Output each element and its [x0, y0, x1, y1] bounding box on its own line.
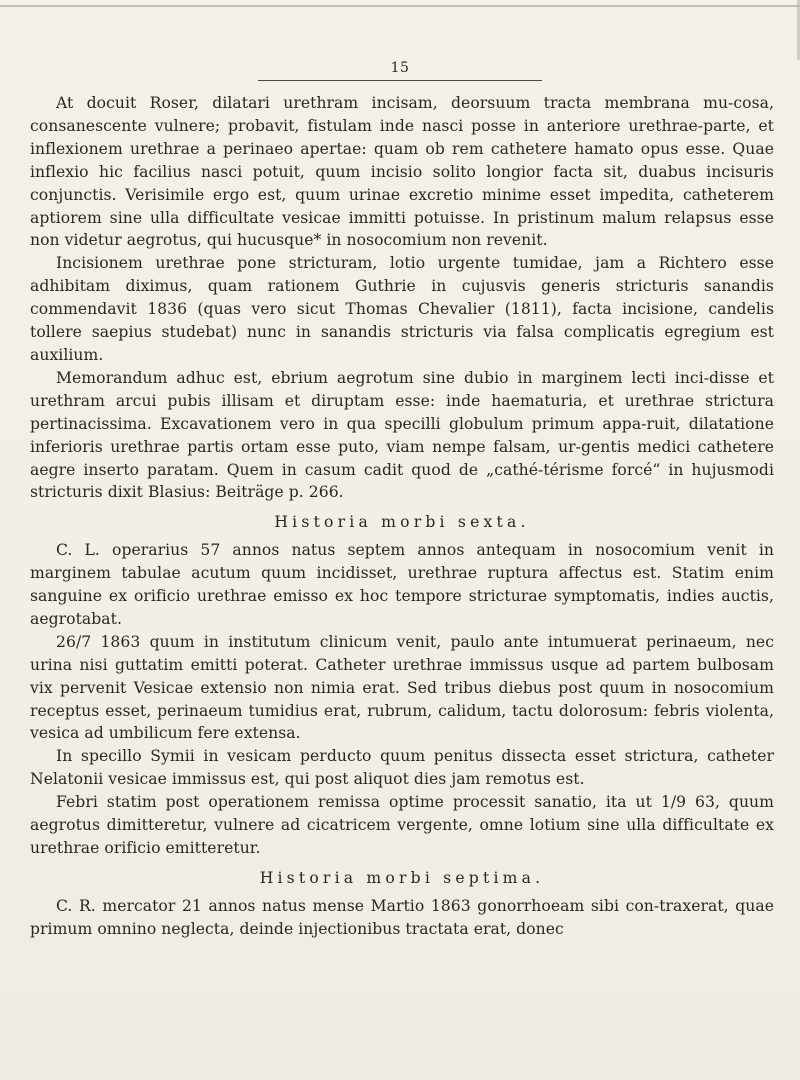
section-heading-sexta: Historia morbi sexta.: [274, 513, 530, 532]
paragraph: 26/7 1863 quum in institutum clinicum venit, paulo ante intumuerat perinaeum, nec urina nisi guttatim emitti poterat. Catheter urethrae immissus usque ad partem bulbosam vix pervenit Vesicae extensio non nimia erat. Sed tribus diebus post quum in nosocomium receptus esset, perinaeum tumidius erat, rubrum, calidum, tactu dolorosum: febris violenta, vesica ad umbilicum fere extensa.: [30, 632, 774, 743]
top-edge-rule: [0, 5, 800, 7]
paragraph: Memorandum adhuc est, ebrium aegrotum sine dubio in marginem lecti inci-disse et urethram arcui pubis illisam et diruptam esse: inde haematuria, et urethrae strictura pertinacissima. Excavationem vero in qua specilli globulum primum appa-ruit, dilatatione inferioris urethrae partis ortam esse puto, viam nempe falsam, ur-gentis medici cathetere aegre inserto paratam. Quem in casum cadit quod de „cathé-térisme forcé“ in hujusmodi stricturis dixit Blasius: Beiträge p. 266.: [30, 368, 774, 502]
paragraph: C. L. operarius 57 annos natus septem annos antequam in nosocomium venit in marginem tabulae acutum quum incidisset, urethrae ruptura affectus est. Statim enim sanguine ex orificio urethrae emisso ex hoc tempore stricturae symptomatis, indies auctis, aegrotabat.: [30, 541, 774, 628]
paragraph: Febri statim post operationem remissa optime processit sanatio, ita ut 1/9 63, quum aegrotus dimitteretur, vulnere ad cicatricem vergente, omne lotium sine ulla difficultate ex urethrae orificio emitteretur.: [30, 793, 774, 857]
section-heading-septima: Historia morbi septima.: [259, 868, 545, 887]
body-text: [30, 92, 774, 941]
paragraph: At docuit Roser, dilatari urethram incisam, deorsuum tracta membrana mu-cosa, consanescente vulnere; probavit, fistulam inde nasci posse in anteriore urethrae-parte, et inflexionem urethrae a perinaeo apertae: quam ob rem cathetere hamato opus esse. Quae inflexio hic facilius nasci potuit, quum incisio solito longior facta sit, duabus incisuris conjunctis. Verisimile ergo est, quum urinae excretio minime esset impedita, catheterem aptiorem sine ulla difficultate vesicae immitti potuisse. In pristinum malum relapsus esse non videtur aegrotus, qui hucusque* in nosocomium non revenit.: [30, 94, 774, 250]
paragraph: Incisionem urethrae pone stricturam, lotio urgente tumidae, jam a Richtero esse adhibitam diximus, quam rationem Guthrie in cujusvis generis stricturis sanandis commendavit 1836 (quas vero sicut Thomas Chevalier (1811), facta incisione, candelis tollere saepius studebat) nunc in sanandis stricturis via falsa complicatis egregium est auxilium.: [30, 254, 774, 364]
header-rule: [258, 80, 542, 81]
paragraph: C. R. mercator 21 annos natus mense Martio 1863 gonorrhoeam sibi con-traxerat, quae primum omnino neglecta, deinde injectionibus tractata erat, donec: [30, 896, 774, 938]
paragraph: In specillo Symii in vesicam perducto quum penitus dissecta esset strictura, catheter Nelatonii vesicae immissus est, qui post aliquot dies jam remotus est.: [30, 747, 774, 789]
page-number: 15: [390, 60, 410, 76]
